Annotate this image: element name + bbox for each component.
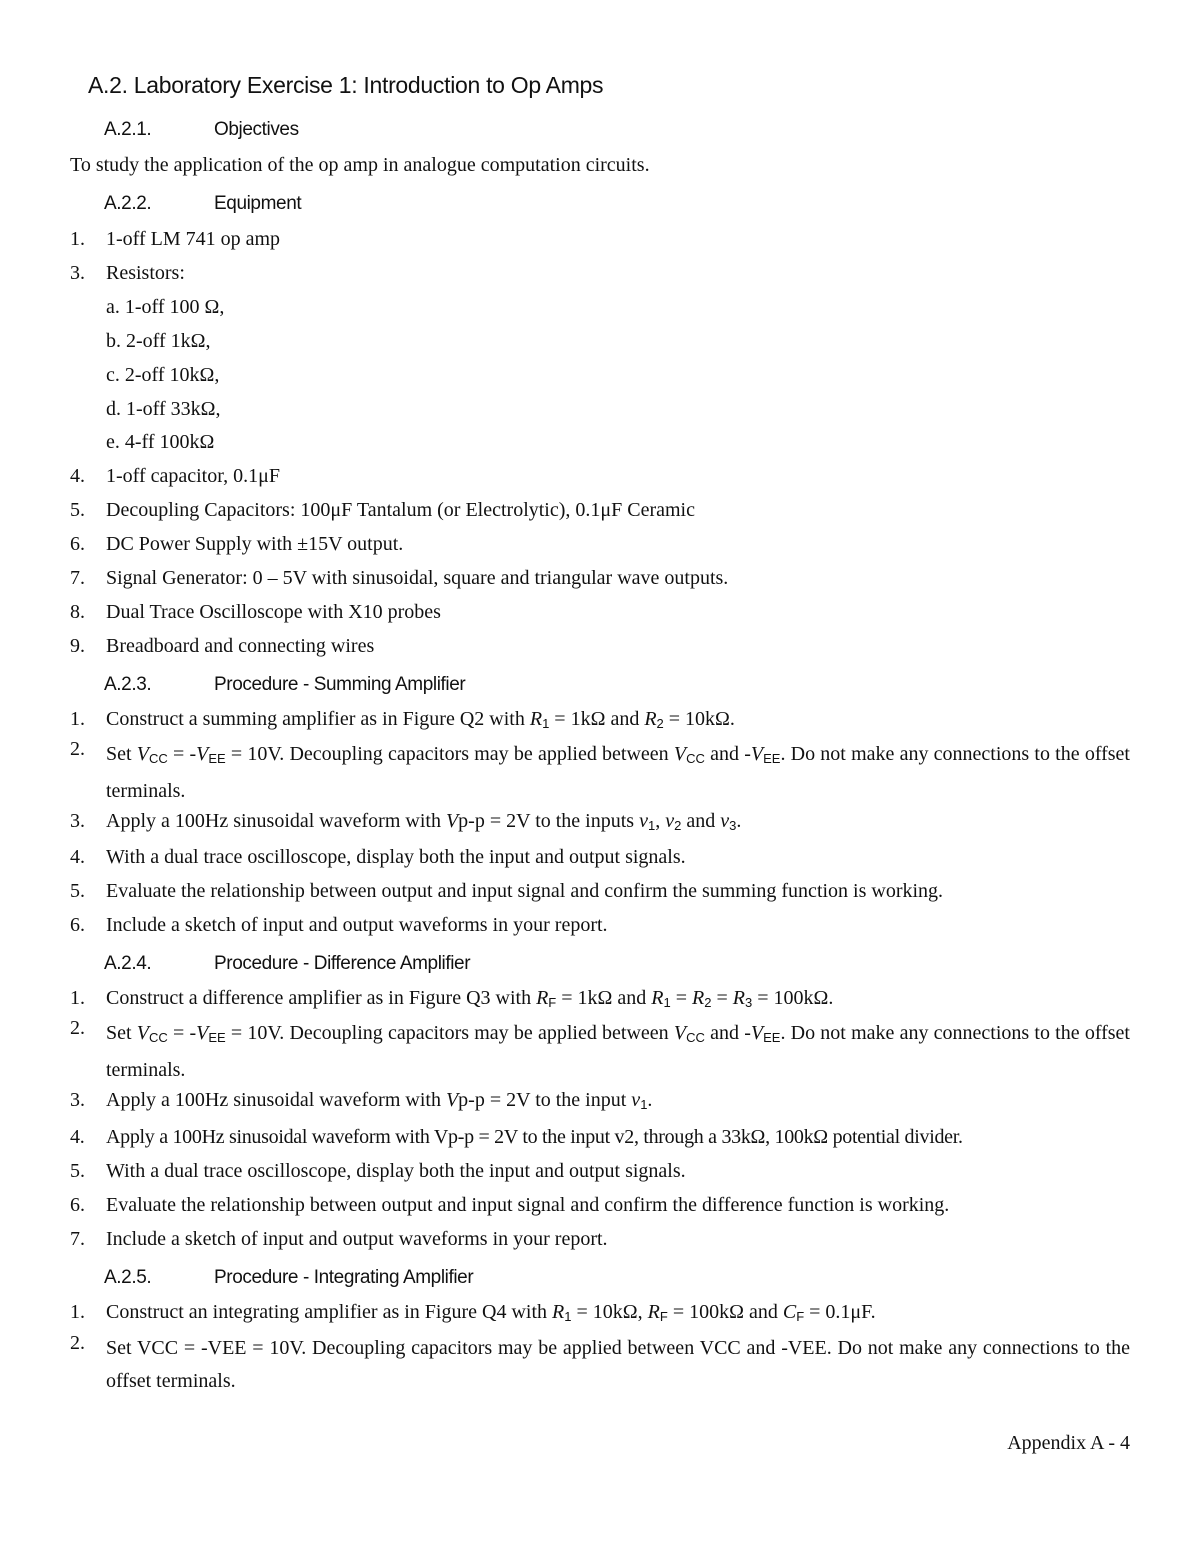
sub-list-item: e. 4-ff 100kΩ — [106, 431, 215, 453]
list-item: 7. Include a sketch of input and output waveforms in your report. — [70, 1228, 608, 1250]
list-item: 3. Resistors: — [70, 262, 185, 284]
section-number: A.2.5. — [104, 1267, 152, 1288]
sub-list-item: a. 1-off 100 Ω, — [106, 296, 225, 318]
page-title: A.2. Laboratory Exercise 1: Introduction to Op Amps — [88, 72, 604, 98]
section-number: A.2.3. — [104, 674, 152, 695]
section-number: A.2.1. — [104, 119, 152, 140]
sub-list-item: b. 2-off 1kΩ, — [106, 330, 211, 352]
objectives-text: To study the application of the op amp in analogue computation circuits. — [70, 154, 650, 176]
list-item: 5. Evaluate the relationship between output and input signal and confirm the summing function is working. — [70, 880, 944, 902]
section-title: Procedure - Difference Amplifier — [214, 953, 471, 974]
section-title: Procedure - Summing Amplifier — [214, 674, 466, 695]
list-item: 6. Evaluate the relationship between output and input signal and confirm the difference function is working. — [70, 1194, 950, 1216]
section-heading-integrating — [104, 1267, 473, 1289]
list-item: 4. With a dual trace oscilloscope, display both the input and output signals. — [70, 846, 686, 868]
list-item: 1. Construct a summing amplifier as in Figure Q2 with $R_1 = 1k\Omega$ and $R_2 = 10k\Omega$. — [70, 708, 735, 731]
section-heading-equipment — [104, 193, 301, 215]
list-item: 4. 1-off capacitor, 0.1μF — [70, 465, 280, 487]
section-title: Equipment — [214, 193, 302, 214]
list-item: 8. Dual Trace Oscilloscope with X10 probes — [70, 601, 441, 623]
section-heading-objectives — [104, 119, 299, 141]
list-item: 3. Apply a 100Hz sinusoidal waveform with Vp-p = 2V to the input $v_1$. — [70, 1089, 653, 1112]
list-item: 5. With a dual trace oscilloscope, display both the input and output signals. — [70, 1160, 686, 1182]
list-item: 4. Apply a 100Hz sinusoidal waveform with Vp-p = 2V to the input v2, through a 33kΩ, 100kΩ potential divider. — [70, 1126, 963, 1148]
sub-list-item: c. 2-off 10kΩ, — [106, 364, 220, 386]
section-number: A.2.4. — [104, 953, 152, 974]
list-item: 1. 1-off LM 741 op amp — [70, 228, 281, 250]
section-number: A.2.2. — [104, 193, 152, 214]
list-item: 6. Include a sketch of input and output waveforms in your report. — [70, 914, 608, 936]
section-heading-summing — [104, 674, 465, 696]
sub-list-item: d. 1-off 33kΩ, — [106, 398, 221, 420]
list-item: 2. Set $V_{CC} = -V_{EE} = 10V$. Decoupling capacitors may be applied between $V_{CC}$ and $-V_{EE}$. Do not make any connections to the offset terminals. — [70, 1017, 1130, 1081]
list-item: 3. Apply a 100Hz sinusoidal waveform with Vp-p = 2V to the inputs $v_1$, $v_2$ and $v_3$. — [70, 810, 742, 833]
list-item: 2. Set VCC = -VEE = 10V. Decoupling capacitors may be applied between VCC and -VEE. Do not make any connections to the offset terminals. — [70, 1332, 1130, 1392]
section-title: Objectives — [214, 119, 299, 140]
list-item: 1. Construct an integrating amplifier as in Figure Q4 with $R_1 = 10k\Omega$, $R_F = 100k\Omega$ and $C_F = 0.1\mu F$. — [70, 1301, 876, 1324]
list-item: 6. DC Power Supply with ±15V output. — [70, 533, 404, 555]
section-title: Procedure - Integrating Amplifier — [214, 1267, 474, 1288]
section-heading-difference — [104, 953, 470, 975]
list-item: 7. Signal Generator: 0 – 5V with sinusoidal, square and triangular wave outputs. — [70, 567, 729, 589]
list-item: 2. Set $V_{CC} = -V_{EE} = 10V$. Decoupling capacitors may be applied between $V_{CC}$ and $-V_{EE}$. Do not make any connections to the offset terminals. — [70, 738, 1130, 802]
list-item: 5. Decoupling Capacitors: 100μF Tantalum (or Electrolytic), 0.1μF Ceramic — [70, 499, 695, 521]
page-footer: Appendix A - 4 — [1007, 1432, 1130, 1454]
list-item: 9. Breadboard and connecting wires — [70, 635, 375, 657]
list-item: 1. Construct a difference amplifier as in Figure Q3 with $R_F = 1k\Omega$ and $R_1 = R_2 = R_3 = 100k\Omega$. — [70, 987, 834, 1010]
